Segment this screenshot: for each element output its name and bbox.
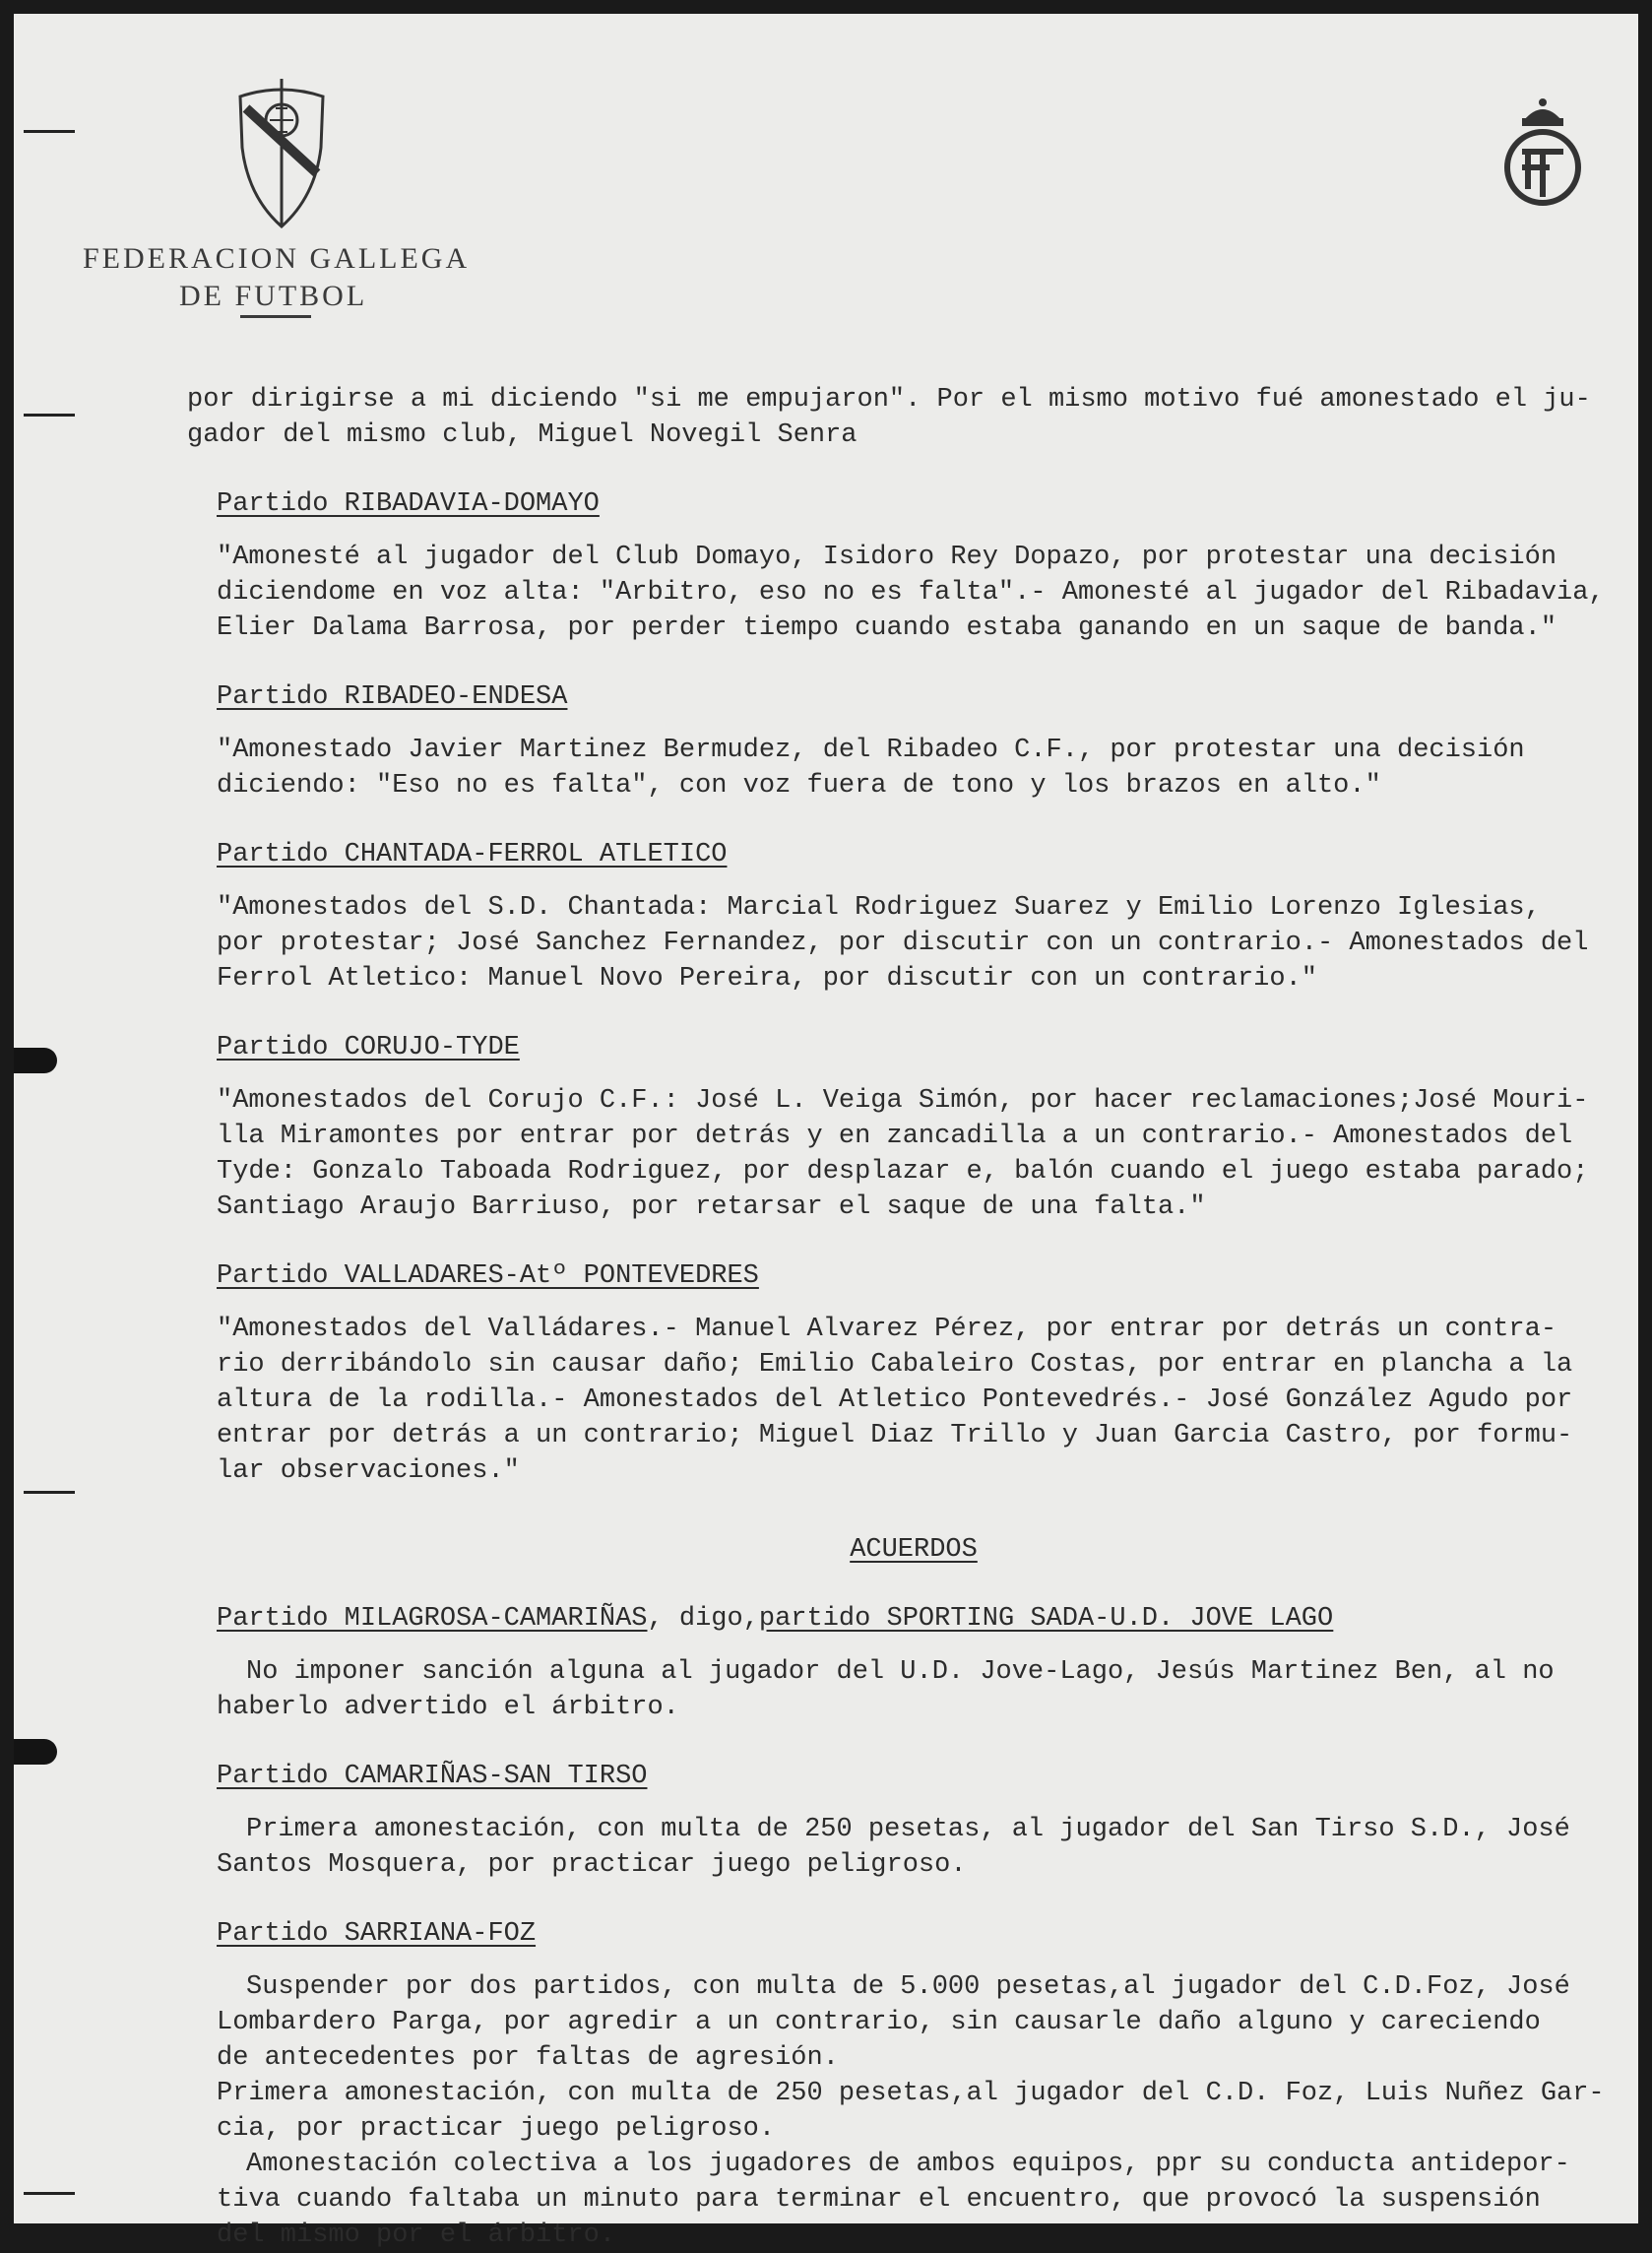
section-heading: Partido RIBADAVIA-DOMAYO xyxy=(217,489,600,519)
document-body xyxy=(187,382,1640,2253)
paragraph: "Amonestados del S.D. Chantada: Marcial Rodriguez Suarez y Emilio Lorenzo Iglesias, por protestar; José Sanchez Fernandez, por discutir con un contrario.- Amonestados del Ferrol Atletico: Manuel Novo Pereira, por discutir con un contrario." xyxy=(217,893,1589,994)
binder-mark xyxy=(24,1491,75,1494)
section-heading: Partido MILAGROSA-CAMARIÑAS, digo,partido SPORTING SADA-U.D. JOVE LAGO xyxy=(217,1604,1334,1634)
document-page xyxy=(14,14,1638,2250)
section-heading: Partido SARRIANA-FOZ xyxy=(217,1919,537,1949)
rfef-emblem-icon xyxy=(1500,95,1585,213)
paragraph: No imponer sanción alguna al jugador del U.D. Jove-Lago, Jesús Martinez Ben, al no haberlo advertido el árbitro. xyxy=(217,1657,1555,1722)
section-heading: Partido CORUJO-TYDE xyxy=(217,1033,520,1062)
paragraph: "Amonestados del Valládares.- Manuel Alvarez Pérez, por entrar por detrás un contra- rio derribándolo sin causar daño; Emilio Cabaleiro Costas, por entrar en plancha a la altura de la rodilla.- Amonestados del Atletico Pontevedrés.- José González Agudo por entrar por detrás a un contrario; Miguel Diaz Trillo y Juan Garcia Castro, por formu- lar observaciones." xyxy=(217,1315,1573,1486)
acuerdos-heading: ACUERDOS xyxy=(850,1535,978,1565)
binder-mark xyxy=(24,130,75,133)
paragraph: "Amonesté al jugador del Club Domayo, Isidoro Rey Dopazo, por protestar una decisión diciendome en voz alta: "Arbitro, eso no es falta".- Amonesté al jugador del Ribadavia, Elier Dalama Barrosa, por perder tiempo cuando estaba ganando en un saque de banda." xyxy=(217,543,1605,643)
punch-hole xyxy=(14,1739,57,1765)
federation-name xyxy=(83,240,470,315)
letterhead-rule xyxy=(240,315,311,318)
federation-name-line2: DE FUTBOL xyxy=(179,280,368,312)
binder-mark xyxy=(24,414,75,417)
section-heading: Partido CHANTADA-FERROL ATLETICO xyxy=(217,840,728,869)
federation-name-line1: FEDERACION GALLEGA xyxy=(83,242,471,275)
paragraph: "Amonestados del Corujo C.F.: José L. Veiga Simón, por hacer reclamaciones;José Mouri- lla Miramontes por entrar por detrás y en zancadilla a un contrario.- Amonestados del Tyde: Gonzalo Taboada Rodriguez, por desplazar e, balón cuando el juego estaba parado; Santiago Araujo Barriuso, por retarsar el saque de una falta." xyxy=(217,1086,1589,1222)
binder-mark xyxy=(24,2192,75,2195)
paragraph: Primera amonestación, con multa de 250 pesetas, al jugador del San Tirso S.D., José Santos Mosquera, por practicar juego peligroso. xyxy=(217,1815,1570,1880)
section-heading: Partido RIBADEO-ENDESA xyxy=(217,682,568,712)
punch-hole xyxy=(14,1048,57,1073)
paragraph: Suspender por dos partidos, con multa de 5.000 pesetas,al jugador del C.D.Foz, José Lombardero Parga, por agredir a un contrario, sin causarle daño alguno y careciendo de antecedentes por faltas de agresión. Primera amonestación, con multa de 250 pesetas,al jugador del C.D. Foz, Luis Nuñez Gar- cia, por practicar juego peligroso. Amonestación colectiva a los jugadores de ambos equipos, ppr su conducta antidepor- tiva cuando faltaba un minuto para terminar el encuentro, que provocó la suspensión del mismo por el árbitro. xyxy=(217,1972,1605,2250)
federation-crest-icon xyxy=(232,79,331,236)
paragraph: "Amonestado Javier Martinez Bermudez, del Ribadeo C.F., por protestar una decisión diciendo: "Eso no es falta", con voz fuera de tono y los brazos en alto." xyxy=(217,736,1525,801)
paragraph: por dirigirse a mi diciendo "si me empujaron". Por el mismo motivo fué amonestado el ju- gador del mismo club, Miguel Novegil Senra xyxy=(187,385,1591,450)
section-heading: Partido VALLADARES-Atº PONTEVEDRES xyxy=(217,1261,759,1291)
section-heading: Partido CAMARIÑAS-SAN TIRSO xyxy=(217,1762,648,1791)
